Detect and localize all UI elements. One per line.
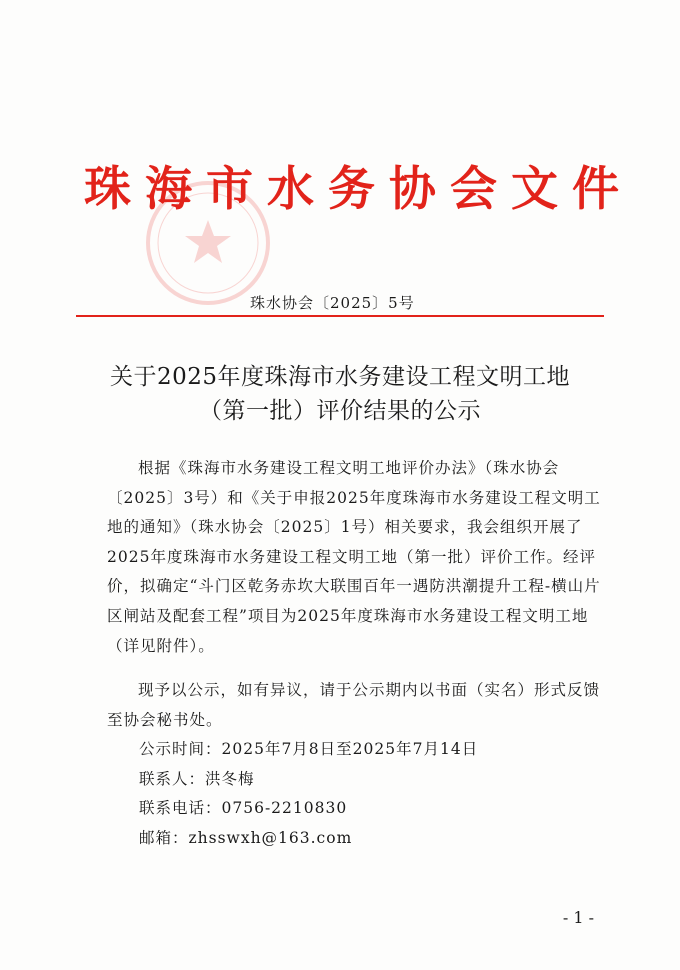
contact-phone: 联系电话：0756-2210830 (139, 799, 348, 817)
contact-email: 邮箱：zhsswxh@163.com (139, 829, 353, 847)
document-number: 珠水协会〔2025〕5号 (250, 294, 415, 312)
page-number: - 1 - (562, 908, 594, 927)
publicity-period: 公示时间：2025年7月8日至2025年7月14日 (139, 740, 479, 758)
document-title-line-1: 关于2025年度珠海市水务建设工程文明工地 (109, 364, 571, 390)
document-masthead: 珠海市水务协会文件 (84, 162, 633, 217)
body-paragraph-1: 根据《珠海市水务建设工程文明工地评价办法》（珠水协会〔2025〕3号）和《关于申报2025年度珠海市水务建设工程文明工地的通知》（珠水协会〔2025〕1号）相关要求，我会组织开展了2025年度珠海市水务建设工程文明工地（第一批）评价工作。经评价，拟确定“斗门区乾务赤坎大联围百年一遇防洪潮提升工程-横山片区闸站及配套工程”项目为2025年度珠海市水务建设工程文明工地（详见附件）。 (107, 459, 601, 655)
body-paragraph-2: 现予以公示，如有异议，请于公示期内以书面（实名）形式反馈至协会秘书处。 (107, 681, 601, 729)
contact-person: 联系人：洪冬梅 (139, 770, 255, 788)
masthead-divider (76, 315, 604, 317)
document-title-line-2: （第一批）评价结果的公示 (199, 398, 481, 424)
